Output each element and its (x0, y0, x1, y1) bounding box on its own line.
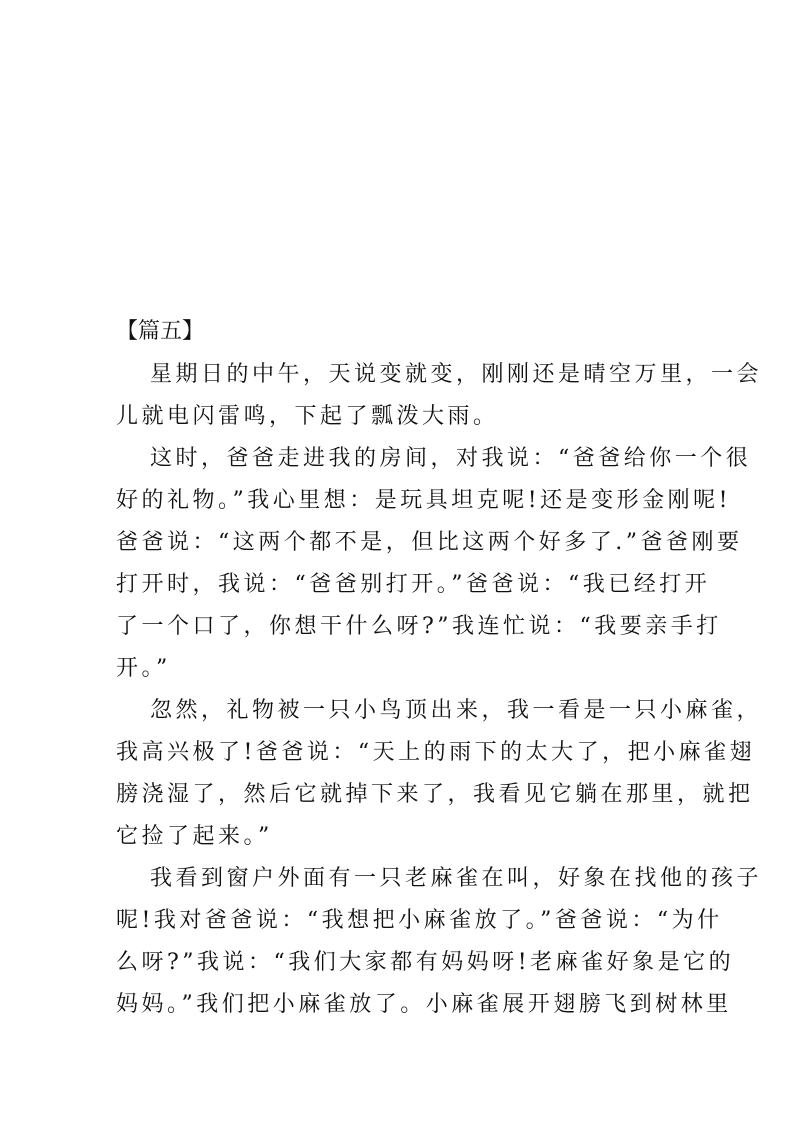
text-line: 这时，爸爸走进我的房间，对我说：“爸爸给你一个很 (150, 446, 752, 471)
paragraph-2 (116, 438, 752, 690)
text-line: 呢!我对爸爸说：“我想把小麻雀放了。”爸爸说：“为什 (116, 908, 723, 933)
text-line: 星期日的中午，天说变就变，刚刚还是晴空万里，一会 (150, 362, 763, 387)
text-line: 爸爸说：“这两个都不是，但比这两个好多了.”爸爸刚要 (116, 530, 743, 555)
text-line: 好的礼物。”我心里想：是玩具坦克呢!还是变形金刚呢! (116, 488, 731, 513)
paragraph-4 (116, 858, 763, 1026)
text-line: 它捡了起来。” (116, 824, 273, 849)
text-line: 我看到窗户外面有一只老麻雀在叫，好象在找他的孩子 (150, 866, 763, 891)
text-line: 忽然，礼物被一只小鸟顶出来，我一看是一只小麻雀， (150, 698, 763, 723)
text-line: 么呀?”我说：“我们大家都有妈妈呀!老麻雀好象是它的 (116, 950, 735, 975)
text-line: 膀浇湿了，然后它就掉下来了，我看见它躺在那里，就把 (116, 782, 754, 807)
text-line: 儿就电闪雷鸣，下起了瓢泼大雨。 (116, 404, 499, 429)
text-line: 了一个口了，你想干什么呀?”我连忙说：“我要亲手打 (116, 614, 722, 639)
paragraph-1 (116, 354, 763, 438)
text-line: 妈妈。”我们把小麻雀放了。小麻雀展开翅膀飞到树林里 (116, 992, 732, 1017)
section-heading: 【篇五】 (116, 319, 205, 344)
text-line: 开。” (116, 656, 171, 681)
text-line: 我高兴极了!爸爸说：“天上的雨下的太大了，把小麻雀翅 (116, 740, 756, 765)
paragraph-3 (116, 690, 763, 858)
text-line: 打开时，我说：“爸爸别打开。”爸爸说：“我已经打开 (116, 572, 711, 597)
document-body (116, 310, 763, 1026)
